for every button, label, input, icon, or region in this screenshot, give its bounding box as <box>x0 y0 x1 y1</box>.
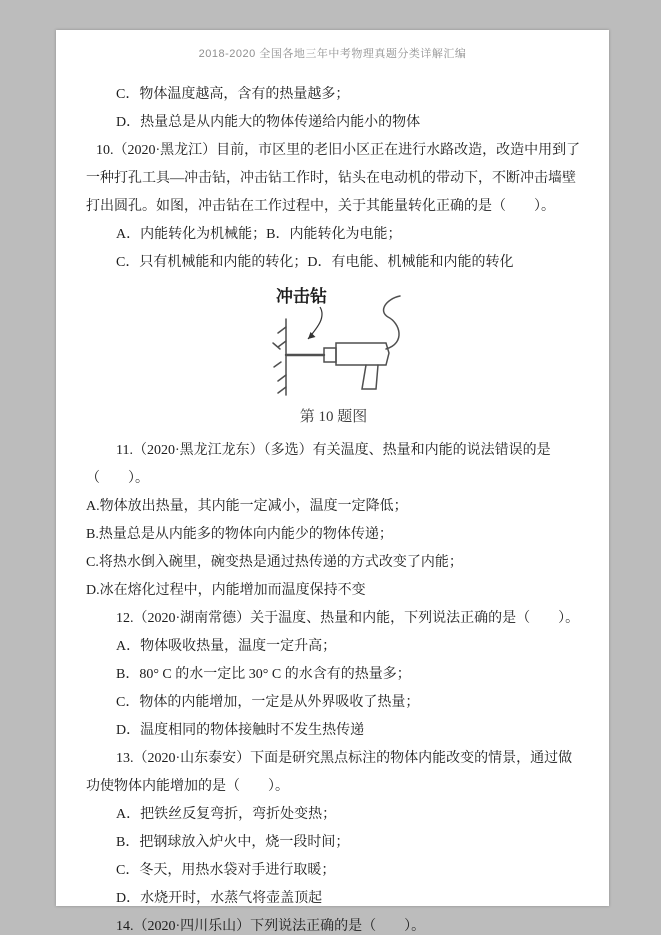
drill-drawing <box>273 296 400 395</box>
question-11-option-c: C.将热水倒入碗里，碗变热是通过热传递的方式改变了内能； <box>86 555 463 570</box>
question-11-option-a: A.物体放出热量，其内能一定减小，温度一定降低； <box>86 499 408 514</box>
page-content <box>56 61 609 935</box>
figure-drill-label: 冲击钻 <box>276 287 327 306</box>
question-10-figure-caption: 第 10 题图 <box>299 409 368 425</box>
question-13-option-c: C．冬天，用热水袋对手进行取暖； <box>116 863 336 878</box>
question-11-stem: 11.（2020·黑龙江龙东）（多选）有关温度、热量和内能的说法错误的是（ ）。 <box>86 443 551 486</box>
carry-option-c: C．物体温度越高，含有的热量越多； <box>116 87 350 102</box>
impact-drill-illustration <box>226 285 441 403</box>
question-13-option-b: B．把钢球放入炉火中，烧一段时间； <box>116 835 350 850</box>
figure-label-arrow <box>308 307 322 339</box>
question-10-stem: 10.（2020·黑龙江）目前，市区里的老旧小区正在进行水路改造，改造中用到了一种打孔工具—冲击钻，冲击钻工作时，钻头在电动机的带动下，不断冲击墙壁打出圆孔。如图，冲击钻在工作过程中，关于其能量转化正确的是（ ）。 <box>86 143 581 214</box>
question-12-option-a: A．物体吸收热量，温度一定升高； <box>116 639 337 654</box>
question-14-stem: 14.（2020·四川乐山）下列说法正确的是（ ）。 <box>116 919 426 934</box>
question-10-options-ab: A．内能转化为机械能；B．内能转化为电能； <box>116 227 402 242</box>
document-page <box>56 30 609 934</box>
question-12-option-d: D．温度相同的物体接触时不发生热传递 <box>116 723 365 738</box>
question-11-option-b: B.热量总是从内能多的物体向内能少的物体传递； <box>86 527 393 542</box>
question-12-stem: 12.（2020·湖南常德）关于温度、热量和内能，下列说法正确的是（ ）。 <box>116 611 580 626</box>
question-10-figure <box>86 285 581 403</box>
question-12-option-c: C．物体的内能增加，一定是从外界吸收了热量； <box>116 695 420 710</box>
question-13-option-a: A．把铁丝反复弯折，弯折处变热； <box>116 807 337 822</box>
question-10-options-cd: C．只有机械能和内能的转化；D．有电能、机械能和内能的转化 <box>116 255 514 270</box>
page-header-title: 2018-2020 全国各地三年中考物理真题分类详解汇编 <box>198 48 467 60</box>
question-11-option-d: D.冰在熔化过程中，内能增加而温度保持不变 <box>86 583 366 598</box>
question-13-stem: 13.（2020·山东泰安）下面是研究黑点标注的物体内能改变的情景，通过做功使物体内能增加的是（ ）。 <box>86 751 573 794</box>
carry-option-d: D．热量总是从内能大的物体传递给内能小的物体 <box>116 115 421 130</box>
question-12-option-b: B．80° C 的水一定比 30° C 的水含有的热量多； <box>116 667 411 682</box>
question-13-option-d: D．水烧开时，水蒸气将壶盖顶起 <box>116 891 323 906</box>
